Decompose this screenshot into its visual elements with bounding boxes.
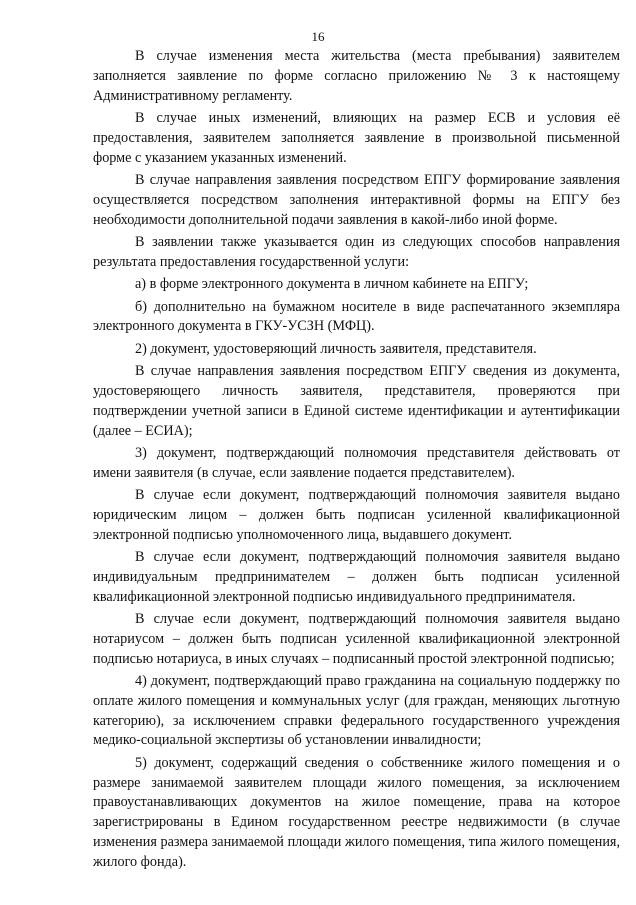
paragraph: В случае если документ, подтверждающий полномочия заявителя выдано индивидуальным предпринимателем – должен быть подписан усиленной квалификационной электронной подписью индивидуального предпринимателя. [93,549,620,605]
paragraph: В случае если документ, подтверждающий полномочия заявителя выдано юридическим лицом – должен быть подписан усиленной квалификационной электронной подписью уполномоченного лица, выдавшего документ. [93,487,620,543]
list-item: а) в форме электронного документа в личном кабинете на ЕПГУ; [135,276,529,293]
list-item: 2) документ, удостоверяющий личность заявителя, представителя. [135,340,537,357]
paragraph: В случае изменения места жительства (места пребывания) заявителем заполняется заявление по форме согласно приложению № 3 к настоящему Административному регламенту. [93,48,620,104]
paragraph: В случае иных изменений, влияющих на размер ЕСВ и условия её предоставления, заявителем заполняется заявление в произвольной письменной форме с указанием указанных изменений. [93,109,620,166]
list-item: 4) документ, подтверждающий право гражданина на социальную поддержку по оплате жилого помещения и коммунальных услуг (для граждан, меняющих льготную категорию), за исключением справки федерального государственного учреждения медико-социальной экспертизы об установлении инвалидности; [93,673,620,749]
list-item: 3) документ, подтверждающий полномочия представителя действовать от имени заявителя (в случае, если заявление подается представителем). [93,444,620,481]
list-item: б) дополнительно на бумажном носителе в виде распечатанного экземпляра электронного документа в ГКУ-УСЗН (МФЦ). [93,298,620,335]
paragraph: В заявлении также указывается один из следующих способов направления результата предоставления государственной услуги: [93,233,620,270]
list-item: 5) документ, содержащий сведения о собственнике жилого помещения и о размере занимаемой заявителем площади жилого помещения, за исключением правоустанавливающих документов на жилое помещение, права на которое зарегистрированы в Едином государственном реестре недвижимости (в случае изменения размера занимаемой площади жилого помещения, типа жилого помещения, жилого фонда). [93,754,620,870]
document-body [93,47,620,875]
paragraph: В случае направления заявления посредством ЕПГУ сведения из документа, удостоверяющего личность заявителя, представителя, проверяются при подтверждении учетной записи в Единой системе идентификации и аутентификации (далее – ЕСИА); [93,363,620,439]
paragraph: В случае направления заявления посредством ЕПГУ формирование заявления осуществляется посредством заполнения интерактивной формы на ЕПГУ без необходимости дополнительной подачи заявления в какой-либо иной форме. [93,171,620,228]
page-number: 16 [311,29,325,44]
paragraph: В случае если документ, подтверждающий полномочия заявителя выдано нотариусом – должен быть подписан усиленной квалификационной электронной подписью нотариуса, в иных случаях – подписанный простой электронной подписью; [93,611,620,667]
